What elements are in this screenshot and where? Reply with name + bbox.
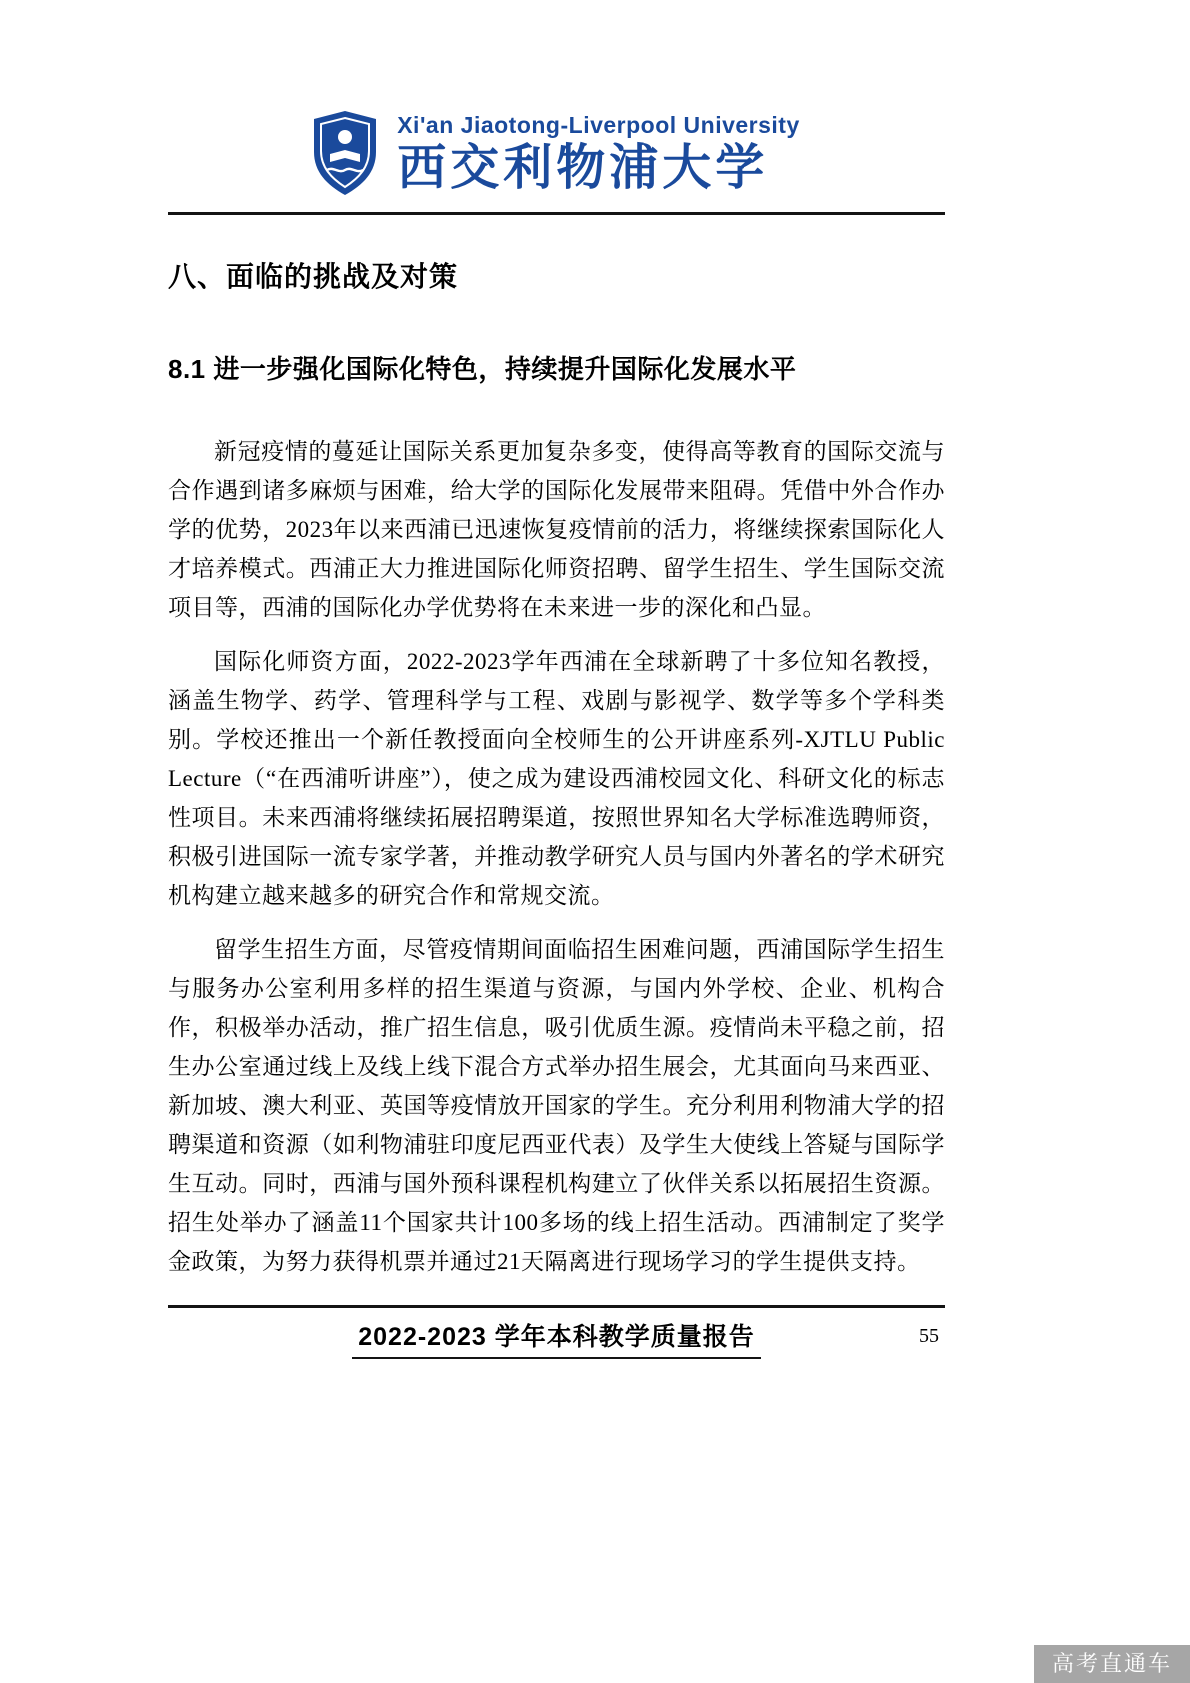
header-divider [168,212,945,215]
watermark-badge: 高考直通车 [1034,1645,1190,1683]
footer-row [168,1317,945,1359]
university-crest-icon [313,110,377,196]
page-number: 55 [919,1325,939,1347]
footer-report-title: 2022-2023 学年本科教学质量报告 [352,1317,761,1359]
section-subtitle: 8.1 进一步强化国际化特色，持续提升国际化发展水平 [168,354,797,384]
paragraph: 新冠疫情的蔓延让国际关系更加复杂多变，使得高等教育的国际交流与合作遇到诸多麻烦与困难，给大学的国际化发展带来阻碍。凭借中外合作办学的优势，2023年以来西浦已迅速恢复疫情前的活力，将继续探索国际化人才培养模式。西浦正大力推进国际化师资招聘、留学生招生、学生国际交流项目等，西浦的国际化办学优势将在未来进一步的深化和凸显。 [168,439,945,620]
university-name-zh: 西交利物浦大学 [397,137,769,196]
university-logo [168,110,945,196]
paragraph: 留学生招生方面，尽管疫情期间面临招生困难问题，西浦国际学生招生与服务办公室利用多样的招生渠道与资源，与国内外学校、企业、机构合作，积极举办活动，推广招生信息，吸引优质生源。疫情尚未平稳之前，招生办公室通过线上及线上线下混合方式举办招生展会，尤其面向马来西亚、新加坡、澳大利亚、英国等疫情放开国家的学生。充分利用利物浦大学的招聘渠道和资源（如利物浦驻印度尼西亚代表）及学生大使线上答疑与国际学生互动。同时，西浦与国外预科课程机构建立了伙伴关系以拓展招生资源。招生处举办了涵盖11个国家共计100多场的线上招生活动。西浦制定了奖学金政策，为努力获得机票并通过21天隔离进行现场学习的学生提供支持。 [168,937,945,1274]
university-name-en: Xi'an Jiaotong-Liverpool University [397,111,800,138]
footer-divider [168,1305,945,1308]
university-wordmark [397,112,800,195]
paragraph: 国际化师资方面，2022-2023学年西浦在全球新聘了十多位知名教授，涵盖生物学、药学、管理科学与工程、戏剧与影视学、数学等多个学科类别。学校还推出一个新任教授面向全校师生的公开讲座系列-XJTLU Public Lecture（“在西浦听讲座”），使之成为建设西浦校园文化、科研文化的标志性项目。未来西浦将继续拓展招聘渠道，按照世界知名大学标准选聘师资，积极引进国际一流专家学著，并推动教学研究人员与国内外著名的学术研究机构建立越来越多的研究合作和常规交流。 [168,649,945,908]
page-footer [168,1305,945,1359]
page-content [168,0,945,1281]
section-title: 八、面临的挑战及对策 [168,261,459,292]
body-text [168,432,945,1281]
